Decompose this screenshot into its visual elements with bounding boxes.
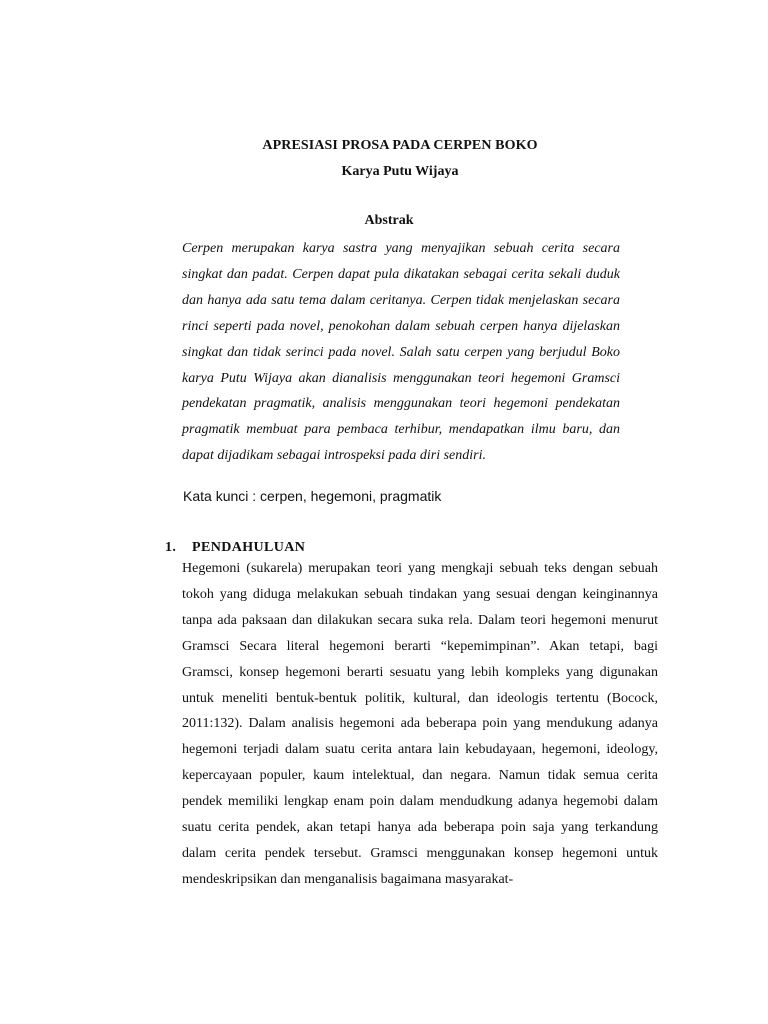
document-subtitle: Karya Putu Wijaya (341, 164, 459, 179)
section-body-text: Hegemoni (sukarela) merupakan teori yang mengkaji sebuah teks dengan sebuah tokoh yang diduga melakukan sebuah tindakan yang sesuai dengan keinginannya tanpa ada paksaan dan dilakukan secara suka rela. Dalam teori hegemoni menurut Gramsci Secara literal hegemoni berarti “kepemimpinan”. Akan tetapi, bagi Gramsci, konsep hegemoni berarti sesuatu yang lebih kompleks yang digunakan untuk meneliti bentuk-bentuk politik, kultural, dan ideologis tertentu (Bocock, 2011:132). Dalam analisis hegemoni ada beberapa poin yang mendukung adanya hegemoni terjadi dalam suatu cerita antara lain kebudayaan, hegemoni, ideology, kepercayaan populer, kaum intelektual, dan negara. Namun tidak semua cerita pendek memiliki lengkap enam poin dalam mendudkung adanya hegemobi dalam suatu cerita pendek, akan tetapi hanya ada beberapa poin saja yang terkandung dalam cerita pendek tersebut. Gramsci menggunakan konsep hegemoni untuk mendeskripsikan dan menganalisis bagaimana masyarakat- (182, 561, 658, 887)
abstract-heading: Abstrak (364, 213, 414, 228)
section-number: 1. (165, 540, 177, 555)
section-title: PENDAHULUAN (192, 540, 306, 555)
abstract-text: Cerpen merupakan karya sastra yang menyajikan sebuah cerita secara singkat dan padat. Cerpen dapat pula dikatakan sebagai cerita sekali duduk dan hanya ada satu tema dalam ceritanya. Cerpen tidak menjelaskan secara rinci seperti pada novel, penokohan dalam sebuah cerpen hanya dijelaskan singkat dan tidak serinci pada novel. Salah satu cerpen yang berjudul Boko karya Putu Wijaya akan dianalisis menggunakan teori hegemoni Gramsci pendekatan pragmatik, analisis menggunakan teori hegemoni pendekatan pragmatik membuat para pembaca terhibur, mendapatkan ilmu baru, dan dapat dijadikam sebagai introspeksi pada diri sendiri. (182, 241, 620, 464)
section-heading (165, 540, 305, 556)
document-title: APRESIASI PROSA PADA CERPEN BOKO (262, 138, 538, 153)
keywords: Kata kunci : cerpen, hegemoni, pragmatik (183, 488, 442, 504)
